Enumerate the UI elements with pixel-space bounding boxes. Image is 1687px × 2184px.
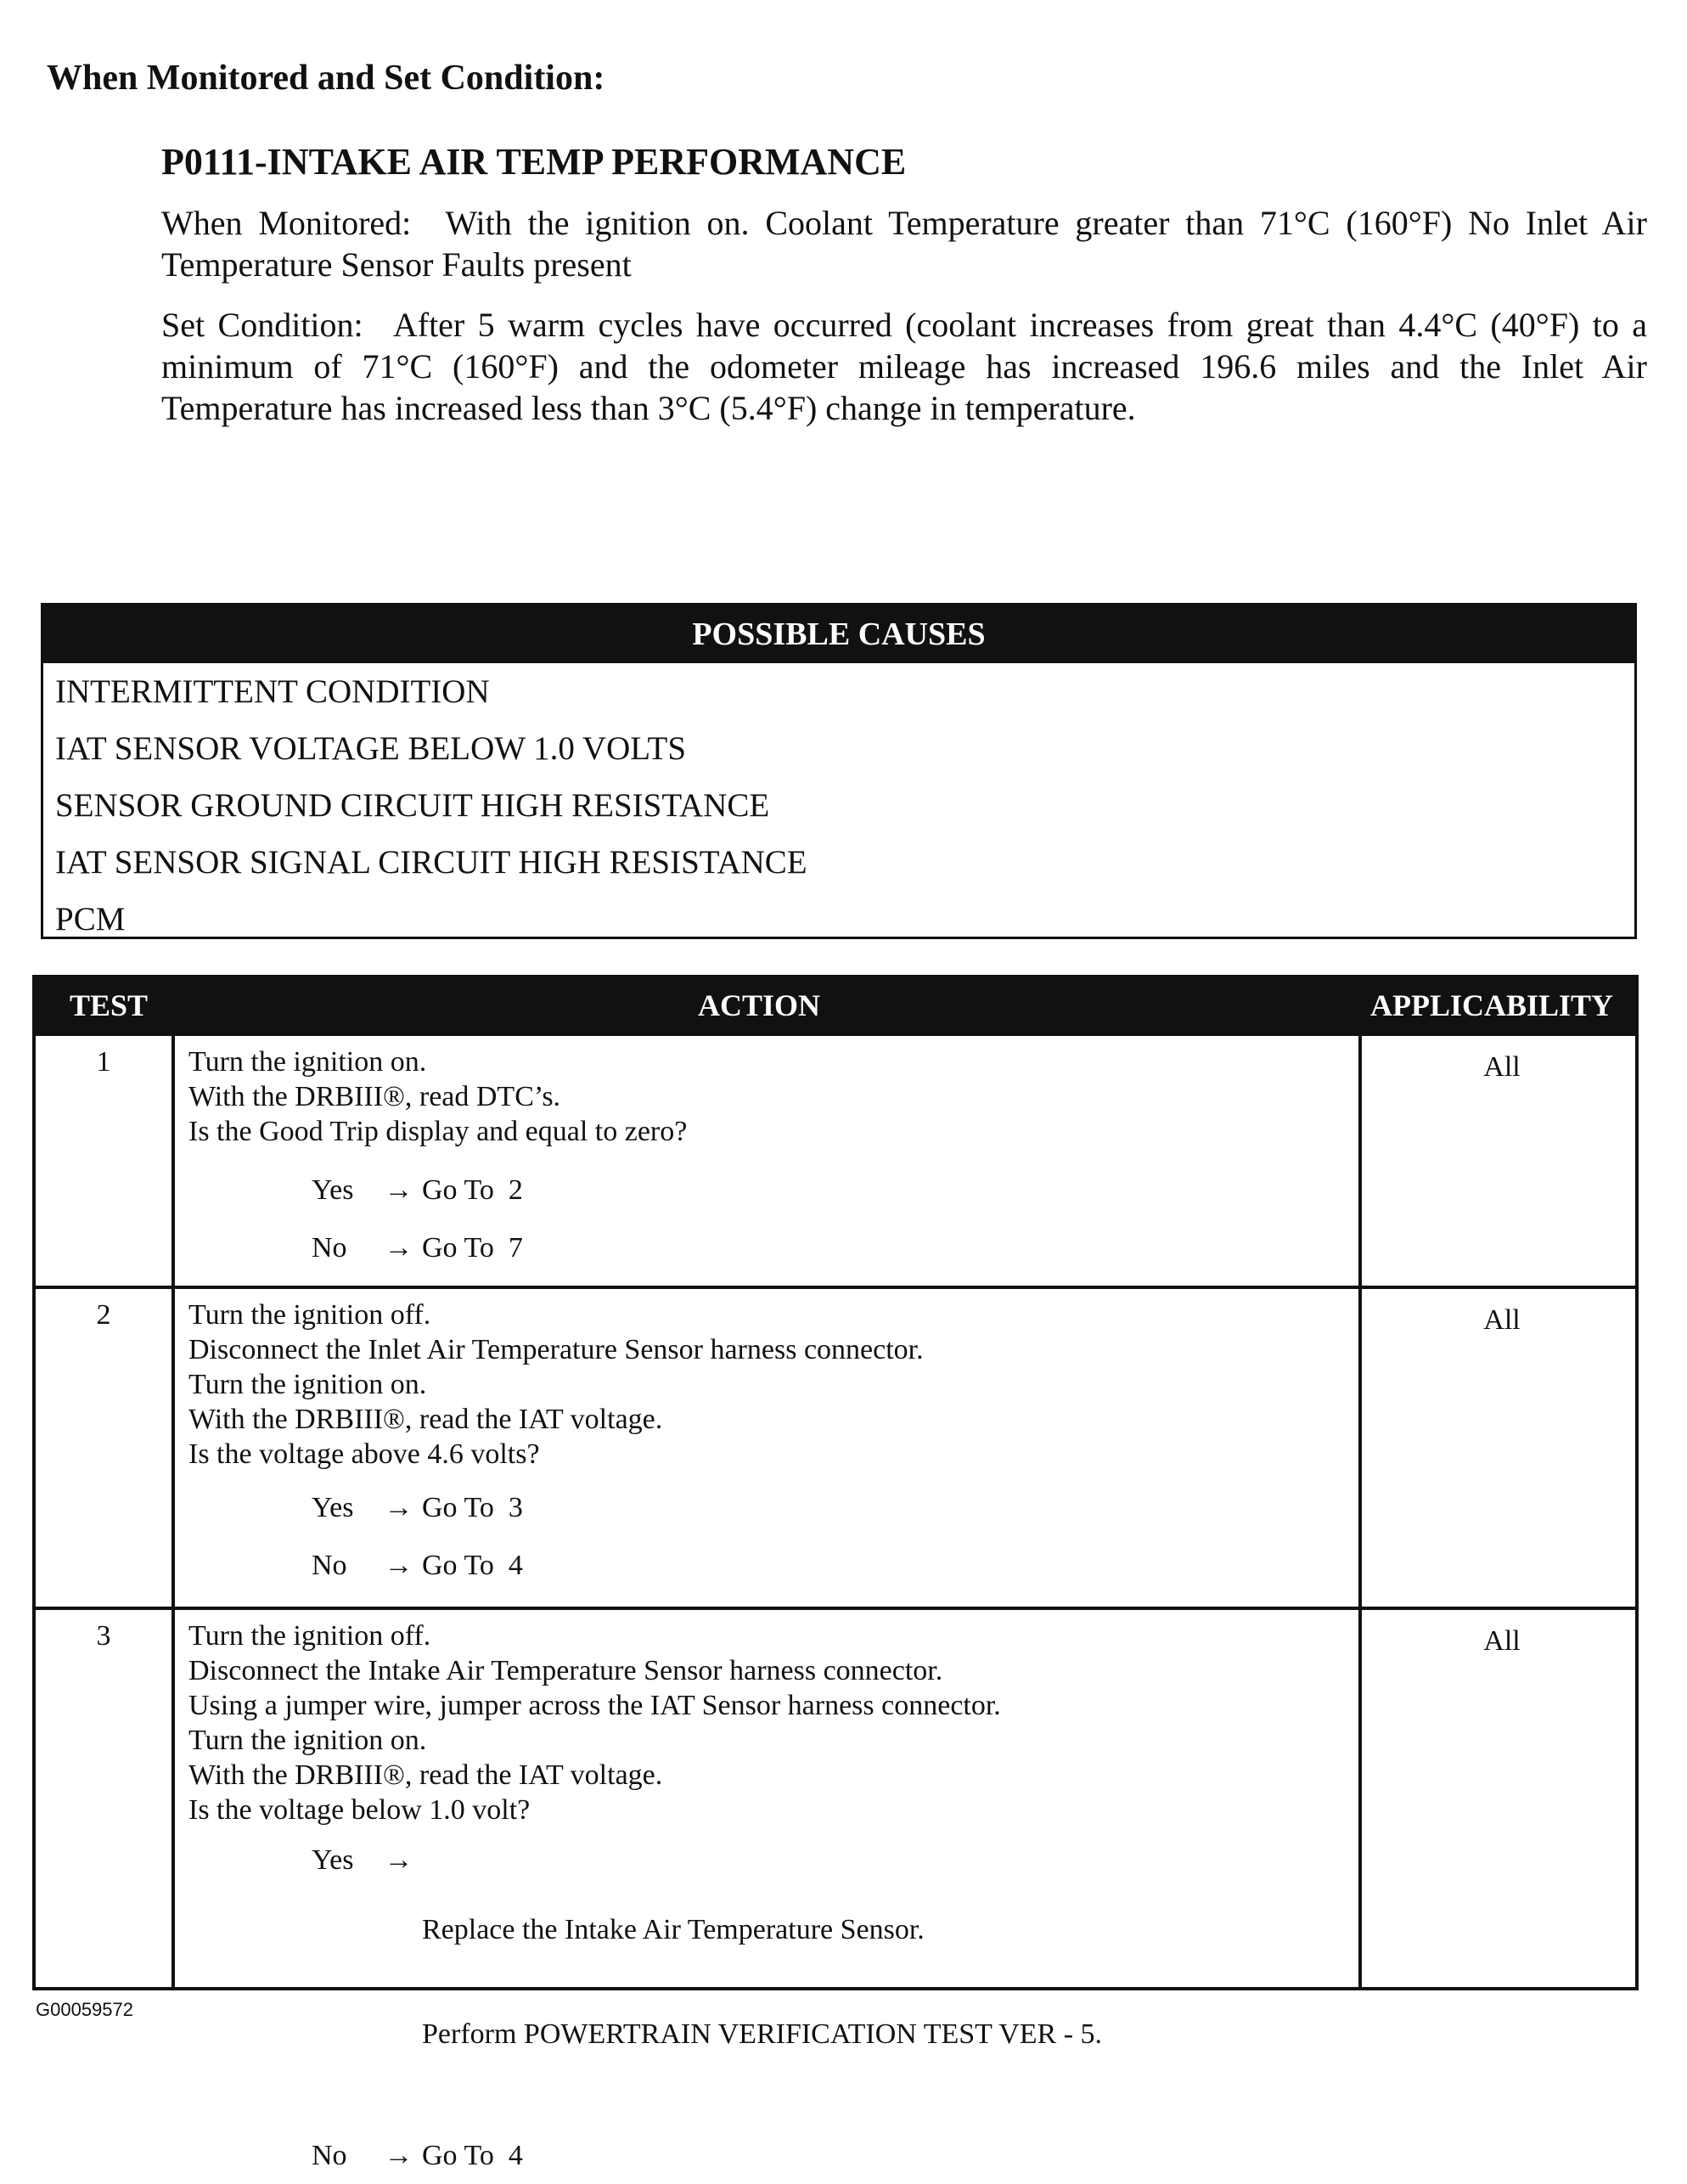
cause-item: IAT SENSOR VOLTAGE BELOW 1.0 VOLTS — [55, 730, 687, 767]
cause-item: IAT SENSOR SIGNAL CIRCUIT HIGH RESISTANCE — [55, 844, 807, 881]
no-branch — [312, 1536, 1360, 1594]
when-monitored-text: With the ignition on. Coolant Temperature greater than 71°C (160°F) No Inlet Air Temperature Sensor Faults present — [161, 204, 1647, 284]
cause-item: SENSOR GROUND CIRCUIT HIGH RESISTANCE — [55, 787, 770, 824]
yes-branch — [312, 1843, 1360, 2121]
set-condition-label: Set Condition: — [161, 306, 363, 344]
yes-result-line: Replace the Intake Air Temperature Sensor. — [422, 1914, 925, 1945]
column-divider — [172, 1036, 175, 1286]
no-result: Go To 4 — [422, 1549, 523, 1581]
test-number: 2 — [96, 1299, 111, 1331]
arrow-icon: → — [384, 1844, 413, 1876]
action-line: Using a jumper wire, jumper across the IAT Sensor harness connector. — [188, 1690, 1001, 1721]
no-label: No — [312, 1231, 347, 1264]
yes-branch — [312, 1161, 1360, 1219]
action-line: Turn the ignition on. — [188, 1046, 427, 1078]
when-monitored-label: When Monitored: — [161, 204, 412, 242]
test-number: 1 — [96, 1046, 111, 1078]
no-branch — [312, 2126, 1360, 2184]
table-row — [36, 1286, 1635, 1607]
action-line: Turn the ignition off. — [188, 1299, 431, 1331]
applicability-cell: All — [1483, 1625, 1521, 1657]
possible-causes-header: POSSIBLE CAUSES — [43, 605, 1634, 663]
yes-label: Yes — [312, 1174, 354, 1206]
yes-label: Yes — [312, 1844, 354, 1876]
cause-item: INTERMITTENT CONDITION — [55, 673, 490, 710]
action-line: Is the Good Trip display and equal to zero? — [188, 1116, 688, 1147]
action-line: Is the voltage below 1.0 volt? — [188, 1794, 531, 1826]
action-cell — [188, 1044, 1360, 1276]
action-line: Disconnect the Inlet Air Temperature Sensor harness connector. — [188, 1334, 924, 1365]
yes-result — [422, 1843, 1102, 2121]
figure-code: G00059572 — [36, 1999, 133, 2020]
action-line: With the DRBIII®, read DTC’s. — [188, 1081, 561, 1112]
section-heading: When Monitored and Set Condition: — [47, 59, 605, 98]
cause-item: PCM — [55, 901, 126, 937]
applicability-cell: All — [1483, 1051, 1521, 1083]
test-number: 3 — [96, 1620, 111, 1652]
header-action: ACTION — [698, 988, 821, 1022]
action-line: With the DRBIII®, read the IAT voltage. — [188, 1759, 663, 1791]
arrow-icon: → — [384, 1549, 413, 1581]
action-line: Disconnect the Intake Air Temperature Sensor harness connector. — [188, 1655, 943, 1686]
arrow-icon: → — [384, 1491, 413, 1523]
arrow-icon: → — [384, 2139, 413, 2171]
action-line: Turn the ignition off. — [188, 1620, 431, 1652]
yes-label: Yes — [312, 1491, 354, 1523]
no-result: Go To 4 — [422, 2139, 523, 2171]
no-label: No — [312, 1549, 347, 1581]
column-divider — [172, 1610, 175, 1987]
when-monitored-paragraph — [161, 202, 1647, 285]
applicability-cell: All — [1483, 1304, 1521, 1336]
column-divider — [172, 1289, 175, 1607]
set-condition-text: After 5 warm cycles have occurred (coolant increases from great than 4.4°C (40°F) to a minimum of 71°C (160°F) and the odometer mileage has increased 196.6 miles and the Inlet Air Temperature has increased less than 3°C (5.4°F) change in temperature. — [161, 306, 1647, 427]
no-result: Go To 7 — [422, 1231, 523, 1264]
yes-result: Go To 2 — [422, 1174, 523, 1206]
set-condition-paragraph — [161, 304, 1647, 429]
table-row — [36, 1033, 1635, 1286]
dtc-title: P0111-INTAKE AIR TEMP PERFORMANCE — [161, 141, 907, 183]
yes-branch — [312, 1478, 1360, 1536]
action-line: Turn the ignition on. — [188, 1369, 427, 1400]
no-branch — [312, 1219, 1360, 1276]
arrow-icon: → — [384, 1231, 413, 1264]
header-applicability: APPLICABILITY — [1370, 988, 1614, 1022]
arrow-icon: → — [384, 1174, 413, 1206]
action-cell — [188, 1618, 1360, 2184]
yes-result-line: Perform POWERTRAIN VERIFICATION TEST VER - 5. — [422, 2018, 1103, 2050]
header-test: TEST — [70, 988, 149, 1022]
table-header — [36, 978, 1635, 1033]
possible-causes-box — [41, 603, 1637, 939]
yes-result: Go To 3 — [422, 1491, 523, 1523]
action-cell — [188, 1297, 1360, 1594]
no-label: No — [312, 2139, 347, 2171]
action-line: Is the voltage above 4.6 volts? — [188, 1438, 540, 1470]
action-line: With the DRBIII®, read the IAT voltage. — [188, 1404, 663, 1435]
action-line: Turn the ignition on. — [188, 1725, 427, 1756]
